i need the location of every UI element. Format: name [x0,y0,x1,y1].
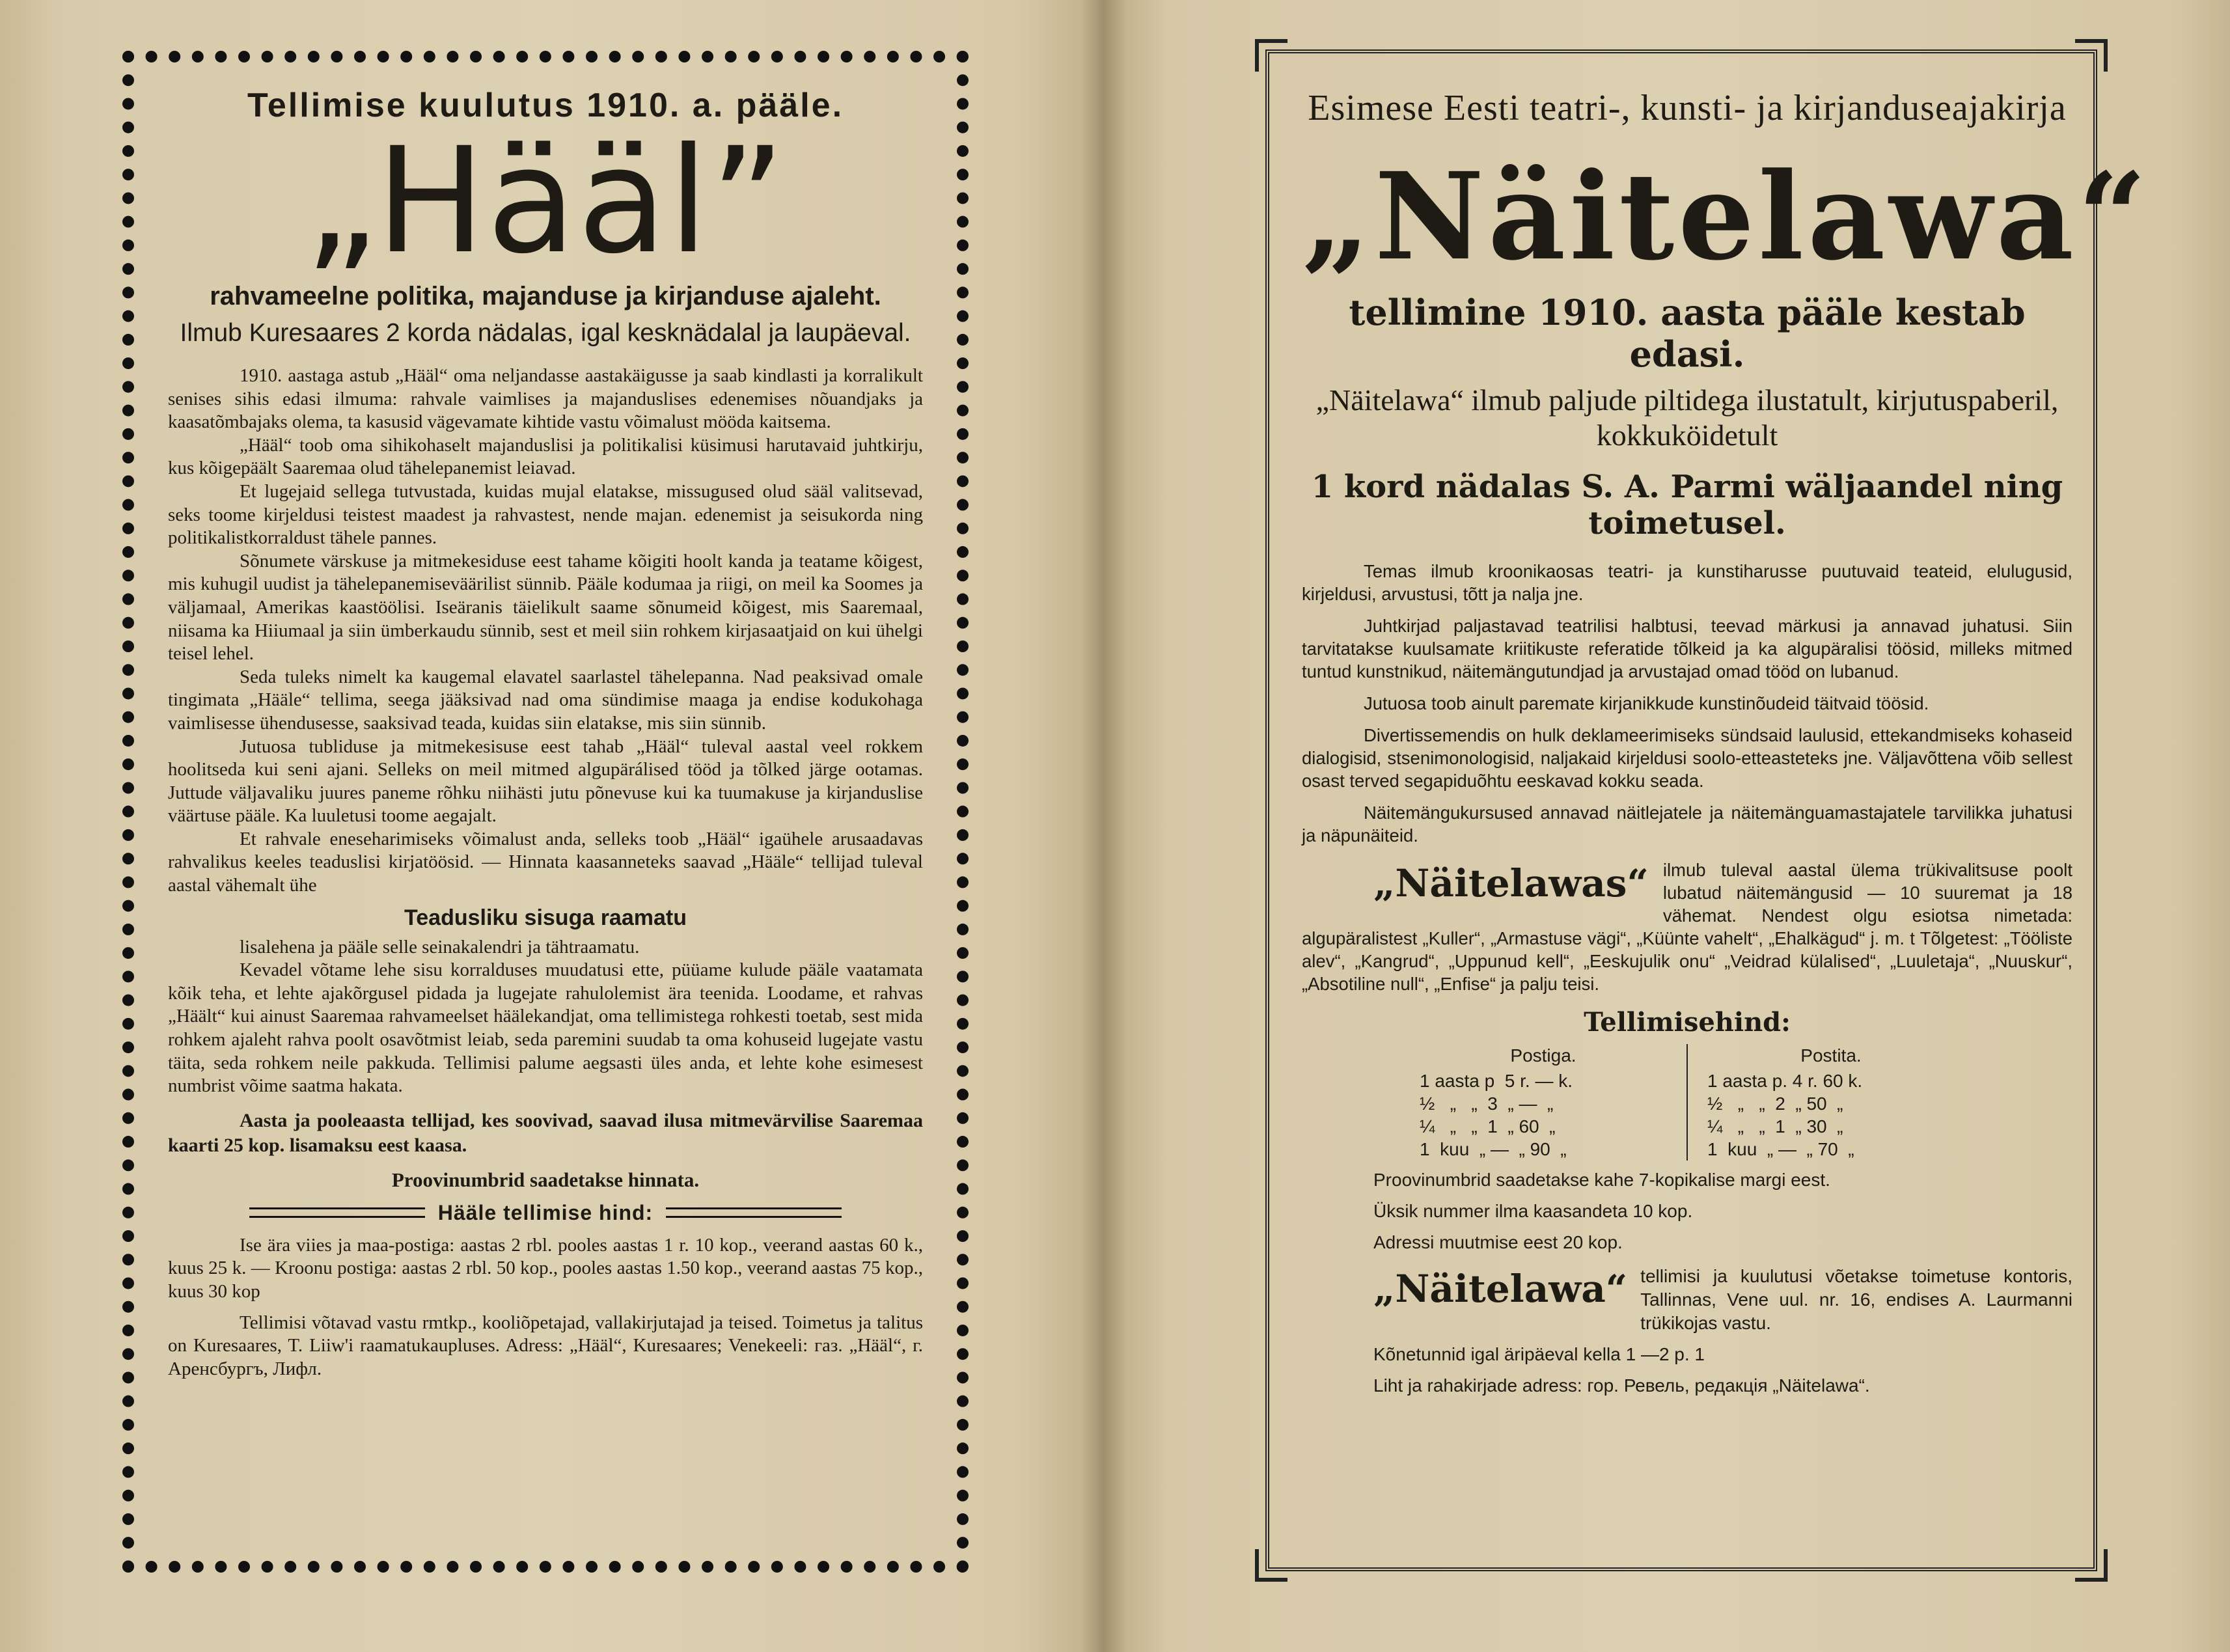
newspaper-subtitle: rahvameelne politika, majanduse ja kirjanduse ajaleht. [210,282,881,310]
info-line: Adressi muutmise eest 20 kop. [1373,1232,1623,1252]
paragraph: Sõnumete värskuse ja mitmekesiduse eest tahame kõigiti hoolt kanda ja teatame kõigest, mis kuhugil uudist ja tähelepanemiseväärilist sünnib. Pääle kodumaa ja riigi, on meil ka Soomes ja väljamaal, Amerikas kaastöölisi. Iseäranis täielikult saame sõnumeid kõigest, mis Saaremaal, niisama ka Hiiumaal ja siin ümberkaudu sünnib, sest et meil siin rohkem kirjasaatjaid on kui ühelgi teisel lehel. [168,550,923,665]
price-row: ¼ „ „ 1 „ 30 „ [1707,1116,1843,1136]
contact-details: Tellimisi võtavad vastu rmtkp., kooliõpetajad, vallakirjutajad ja teised. Toimetus ja talitus on Kuresaares, T. Liiw'i raamatukaupluses. Adress: „Hääl“, Kuresaares; Venekeeli: газ. „Hääl“, г. Аренсбургъ, Лифл. [168,1312,923,1379]
paragraph: Et rahvale eneseharimiseks võimalust anda, selleks toob „Hääl“ igaühele arusaadavas rahvalikus keeles teaduslisi kirjatöösid. — Hinnata kaasanneteks saavad „Hääle“ tellijad tuleval aastal vähemalt ühe [168,828,923,896]
divider [249,1207,425,1218]
book-gutter [1081,0,1126,1652]
frame-corner [2075,39,2108,72]
frame-corner [2075,1549,2108,1582]
price-row: ½ „ „ 3 „ — „ [1420,1094,1554,1114]
divider [666,1207,842,1218]
naitelawa-advertisement [1265,49,2151,1571]
sample-note: Proovinumbrid saadetakse hinnata. [391,1168,700,1191]
frame-corner [1255,1549,1287,1582]
paragraph: „Hääl“ toob oma sihikohaselt majanduslisi ja politikalisi küsimusi harutavaid juhtkirju, kus kõigepäält Saaremaa olud tähelepanemist leiavad. [168,434,923,479]
publication-schedule: Ilmub Kuresaares 2 korda nädalas, igal kesknädalal ja laupäeval. [180,319,911,347]
subscription-line: tellimine 1910. aasta pääle kestab edasi. [1349,292,2026,375]
plays-heading: „Näitelawas“ [1373,861,1649,905]
price-column-postita [1688,1044,1955,1161]
price-row: 1 aasta p 5 r. — k. [1420,1071,1573,1091]
office-heading: „Näitelawa“ [1373,1267,1628,1311]
paragraph: Kevadel võtame lehe sisu korralduses muudatusi ette, püüame kulude pääle vaatamata kõik teha, et lehte ajakõrgusel pidada ja lugejate rahulolemist ära teenida. Loodame, et rahvas „Häält“ kui ainust Saaremaa rahvameelset häälekandjat, oma tellimistega rohkesti toetab, sest mida rohkem ajaleht rahva poolt osavõtmist leiab, seda paremini suudab ta oma kohuseid lugejate vastu täita, seda rohkem neile pakkuda. Tellimisi palume aegsasti üles anda, et lehte kohe esimesest numbrist võime saatma hakata. [168,959,923,1097]
price-table [1302,1044,2072,1161]
info-line: Üksik nummer ilma kaasandeta 10 kop. [1373,1201,1693,1221]
price-row: 1 aasta p. 4 r. 60 k. [1707,1071,1863,1091]
price-details: Ise ära viies ja maa-postiga: aastas 2 rbl. pooles aastas 1 r. 10 kop., veerand aastas 60 k., kuus 25 k. — Kroonu postiga: aastas 2 rbl. 50 kop., pooles aastas 1.50 kop., veerand aastas 75 kop., kuus 30 kop [168,1234,923,1302]
office-text: tellimisi ja kuulutusi võetakse toimetuse kontoris, Tallinnas, Vene uul. nr. 16, endises A. Laurmanni trükikojas vastu. [1640,1266,2072,1333]
haal-advertisement [122,51,969,1573]
ad-header: Tellimise kuulutus 1910. a. pääle. [247,87,844,124]
price-heading-text: Hääle tellimise hind: [437,1200,654,1224]
lead-text: „Näitelawa“ ilmub paljude piltidega ilustatult, kirjutuspaberil, kokkuköidetult [1315,383,2059,452]
frame-corner [1255,39,1287,72]
prices-heading: Tellimisehind: [1584,1007,1791,1038]
magazine-title: „Näitelawa“ [1302,146,2151,287]
book-heading: Teadusliku sisuga raamatu [404,905,687,930]
newspaper-title: „Hääl” [304,116,787,286]
paragraph: Näitemängukursused annavad näitlejatele ja näitemänguamastajatele tarvilikka juhatusi ja näpunäiteid. [1302,803,2072,846]
price-column-postiga [1420,1044,1688,1161]
price-heading [168,1201,923,1225]
paragraph: Divertissemendis on hulk deklameerimiseks sündsaid laulusid, ettekandmiseks kohaseid dialogisid, stsenimonologisid, naljakaid kirjeldusi soolo-etteasteteks jne. Väljavõttena võib sellest osast terved segapiduõhtu eeskavad kokku seada. [1302,725,2072,791]
paragraph: lisalehena ja pääle selle seinakalendri ja tähtraamatu. [240,936,640,957]
paragraph: 1910. aastaga astub „Hääl“ oma neljandasse aastakäigusse ja saab kindlasti ja korralikult senises sihis edasi ilmuma: rahvale vaimlises ja majanduslises edenemises nõuandjaks ja kaasatõmbajaks olema, ta kasusid vägevamate kihtide vastu võimalust mööda kaitsema. [168,365,923,433]
paragraph: Temas ilmub kroonikaosas teatri- ja kunstiharusse puutuvaid teateid, elulugusid, kirjeldusi, arvustusi, tõtt ja nalja jne. [1302,561,2072,604]
frequency-line: 1 kord nädalas S. A. Parmi wäljaandel ning toimetusel. [1311,469,2063,542]
price-row: ½ „ „ 2 „ 50 „ [1707,1094,1843,1114]
paragraph: Seda tuleks nimelt ka kaugemal elavatel saarlastel tähelepanna. Nad peaksivad omale tingimata „Hääle“ tellima, seega jääksivad nad oma sündimise maaga ja endise kodukohaga vaimlisesse ühendusesse, saaksivad teada, kuidas siin elatakse, mis siin sünnib. [168,666,923,734]
paragraph: Jutuosa toob ainult paremate kirjanikkude kunstinõudeid täitvaid töösid. [1364,693,1929,713]
office-section [1302,1265,2072,1335]
column-header: Postita. [1800,1045,1862,1066]
price-row: ¼ „ „ 1 „ 60 „ [1420,1116,1556,1136]
magazine-intro: Esimese Eesti teatri-, kunsti- ja kirjanduseajakirja [1308,88,2067,128]
info-line: Proovinumbrid saadetakse kahe 7-kopikalise margi eest. [1373,1170,1830,1190]
price-row: 1 kuu „ — „ 90 „ [1420,1139,1567,1159]
paragraph: Juhtkirjad paljastavad teatrilisi halbtusi, teevad märkusi ja annavad juhatusi. Siin tarvitatakse kuulsamate kriitikuste referatide tõlkeid ja ka algupäralisi töösid, milleks mitmed tuntud kunstnikud, näitemängutundjad ja arvustajad omad tööd on lubanud. [1302,616,2072,681]
info-line: Kõnetunnid igal äripäeval kella 1 —2 p. 1 [1373,1344,1705,1364]
paragraph: Jutuosa tubliduse ja mitmekesisuse eest tahab „Hääl“ tuleval aastal veel rokkem hoolitseda kui seni ajani. Selleks on meil mitmed algupärálised tööd ja tõlked järge ootamas. Juttude väljavaliku juures paneme rõhku niihästi jutu põnevuse kui ka tuumakuse ja kirjanduslise väärtuse pääle. Ka luuletusi toome aegajalt. [168,736,923,827]
info-line: Liht ja rahakirjade adress: гор. Ревель, редакція „Näitelawa“. [1373,1375,1870,1396]
plays-text: ilmub tuleval aastal ülema trükivalitsuse poolt lubatud näitemängusid — 10 suuremat ja 18 vähemat. Nendest olgu esiotsa nimetada: algupäralistest „Kuller“, „Armastuse vägi“, „Küünte vahelt“, „Ehalkägud“ j. m. t Tõlgetest: „Tööliste alev“, „Kangrud“, „Uppunud kell“, „Eeskujulik onu“ „Veidrad külalised“, „Luuletaja“, „Nuuskur“, „Absotiline null“, „Enfise“ ja palju teisi. [1302,860,2072,994]
price-row: 1 kuu „ — „ 70 „ [1707,1139,1854,1159]
paragraph: Et lugejaid sellega tutvustada, kuidas mujal elatakse, missugused olud sääl valitsevad, seks toome kirjeldusi teistest maadest ja rahvastest, nende majan. edenemist ja seisukorda ning politikalistkorraldust tähele pannes. [168,480,923,549]
plays-section [1302,859,2072,995]
column-header: Postiga. [1510,1045,1576,1066]
map-offer: Aasta ja pooleaasta tellijad, kes soovivad, saavad ilusa mitmevärvilise Saaremaa kaarti 25 kop. lisamaksu eest kaasa. [168,1109,923,1156]
